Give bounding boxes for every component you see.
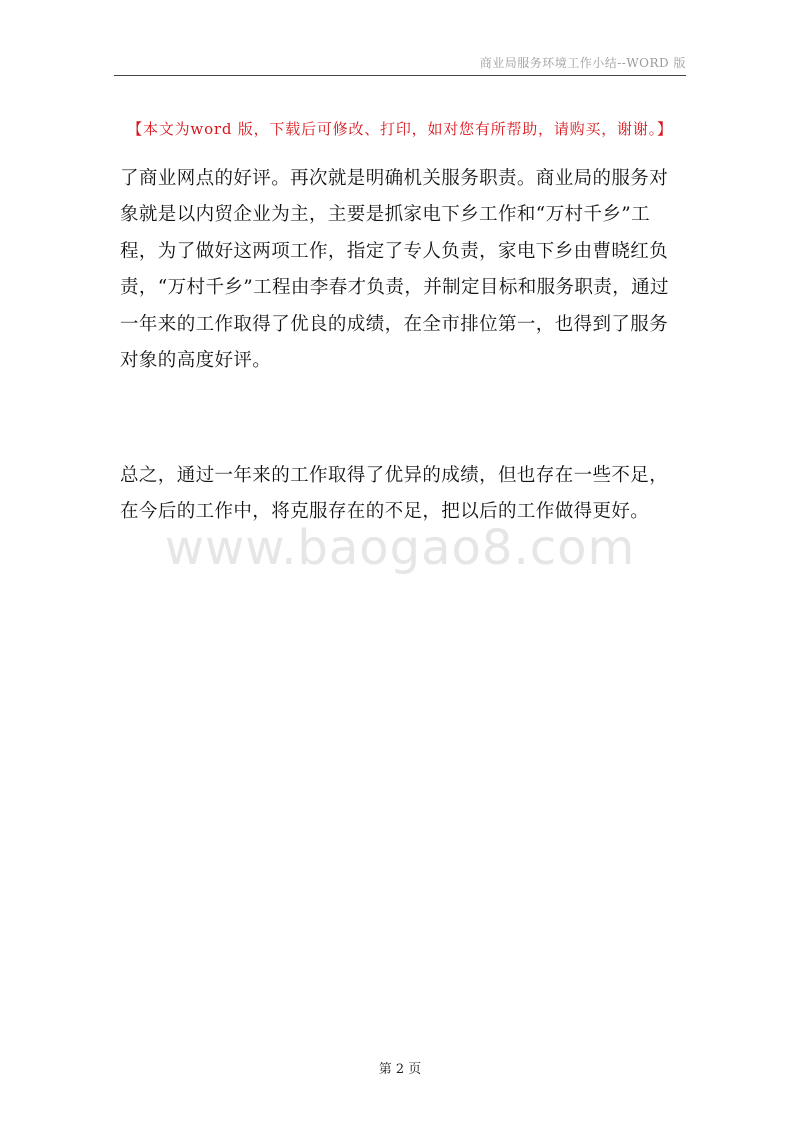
header-divider: [114, 75, 686, 76]
body-paragraph-2: 总之，通过一年来的工作取得了优异的成绩，但也存在一些不足，在今后的工作中，将克服存在的不足，把以后的工作做得更好。: [120, 465, 669, 523]
page-number: 第 2 页: [378, 1062, 422, 1077]
body-paragraph-1: 了商业网点的好评。再次就是明确机关服务职责。商业局的服务对象就是以内贸企业为主，主要是抓家电下乡工作和“万村千乡”工程，为了做好这两项工作，指定了专人负责，家电下乡由曹晓红负责，“万村千乡”工程由李春才负责，并制定目标和服务职责，通过一年来的工作取得了优良的成绩，在全市排位第一，也得到了服务对象的高度好评。: [120, 168, 669, 372]
page-header-title: 商业局服务环境工作小结--WORD 版: [479, 56, 686, 70]
purchase-notice: 【本文为word 版，下载后可修改、打印，如对您有所帮助，请购买，谢谢。】: [127, 120, 673, 138]
watermark-text: www.baogao8.com: [164, 520, 636, 576]
